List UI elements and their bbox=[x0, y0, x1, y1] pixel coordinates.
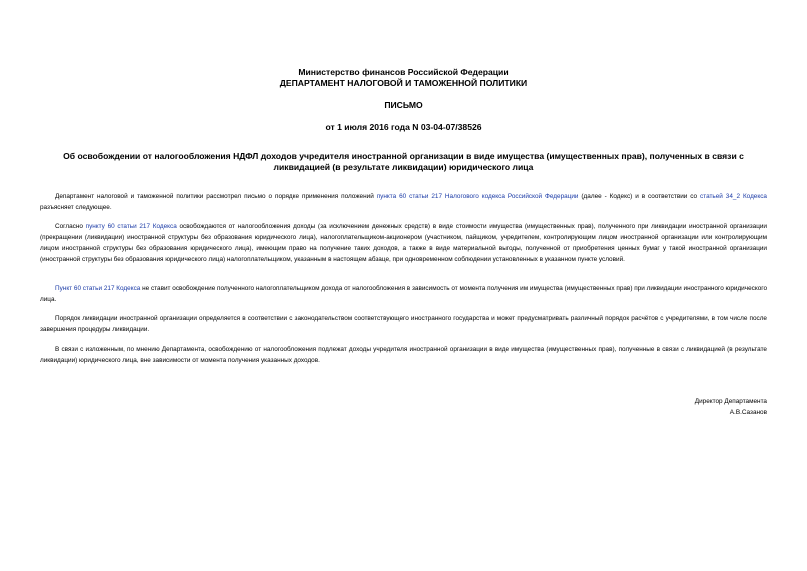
paragraph-4-text: Порядок ликвидации иностранной организации определяется в соответствии с законодательством соответствующего иностранного государства и может предусматривать различный порядок расчётов с учредителями, в том числе после завершения процедуры ликвидации. bbox=[40, 315, 767, 333]
link-art217-p60-b[interactable]: Пункт 60 статьи 217 Кодекса bbox=[55, 285, 141, 292]
signature-position: Директор Департамента bbox=[694, 398, 767, 405]
paragraph-1-text-c: разъясняет следующее. bbox=[40, 203, 112, 211]
paragraph-5-text: В связи с изложенным, по мнению Департамента, освобождению от налогообложения подлежат доходы учредителя иностранной организации в виде имущества (имущественных прав), полученные в связи с ликвидацией (в результате ликвидации) юридического лица, вне зависимости от момента получения указанных доходов. bbox=[40, 346, 767, 364]
paragraph-5 bbox=[40, 345, 767, 367]
document-subject: Об освобождении от налогообложения НДФЛ доходов учредителя иностранной организации в виде имущества (имущественных прав), полученных в связи с ликвидацией (в результате ликвидации) юридического лица bbox=[63, 151, 744, 172]
link-tax-code-art217-p60[interactable]: пункта 60 статьи 217 Налогового кодекса Российской Федерации bbox=[376, 193, 579, 200]
paragraph-1-text-a: Департамент налоговой и таможенной политики рассмотрел письмо о порядке применения положений bbox=[55, 193, 377, 200]
ministry-name: Министерство финансов Российской Федерации bbox=[298, 67, 509, 77]
paragraph-3-text: не ставит освобождение полученного налогоплательщиком дохода от налогообложения в зависимость от момента получения им имущества (имущественных прав) при ликвидации иностранного юридического лица. bbox=[40, 285, 767, 303]
paragraph-2-text-a: Согласно bbox=[55, 223, 86, 230]
link-art34-2[interactable]: статьей 34_2 Кодекса bbox=[700, 193, 767, 200]
document-date-number: от 1 июля 2016 года N 03-04-07/38526 bbox=[325, 122, 482, 132]
paragraph-2-text-b: освобождаются от налогообложения доходы (за исключением денежных средств) в виде стоимости имущества (имущественных прав), полученного при ликвидации иностранной организации (прекращении (ликвидации) иностранной структуры без образования юридического лица), налогоплательщиком-акционером (участником, пайщиком, учредителем, контролирующим лицом иностранной организации или контролирующим лицом иностранной структуры без образования юридического лица), имеющим право на получение таких доходов, а также в виде материальной выгоды, полученной от приобретения ценных бумаг у такой иностранной организации (иностранной структуры без образования юридического лица) налогоплательщиком, указанным в настоящем абзаце, при одновременном соблюдении установленных в указанном пункте условий. bbox=[40, 223, 767, 263]
signature-name: А.В.Сазанов bbox=[729, 409, 767, 416]
paragraph-2 bbox=[40, 222, 767, 266]
paragraph-4 bbox=[40, 314, 767, 336]
link-art217-p60-a[interactable]: пункту 60 статьи 217 Кодекса bbox=[85, 223, 177, 230]
paragraph-1 bbox=[40, 192, 767, 214]
paragraph-1-text-b: (далее - Кодекс) и в соответствии со bbox=[578, 193, 701, 200]
paragraph-3 bbox=[40, 284, 767, 306]
document-type: ПИСЬМО bbox=[384, 100, 423, 110]
department-name: ДЕПАРТАМЕНТ НАЛОГОВОЙ И ТАМОЖЕННОЙ ПОЛИТИКИ bbox=[279, 78, 528, 88]
